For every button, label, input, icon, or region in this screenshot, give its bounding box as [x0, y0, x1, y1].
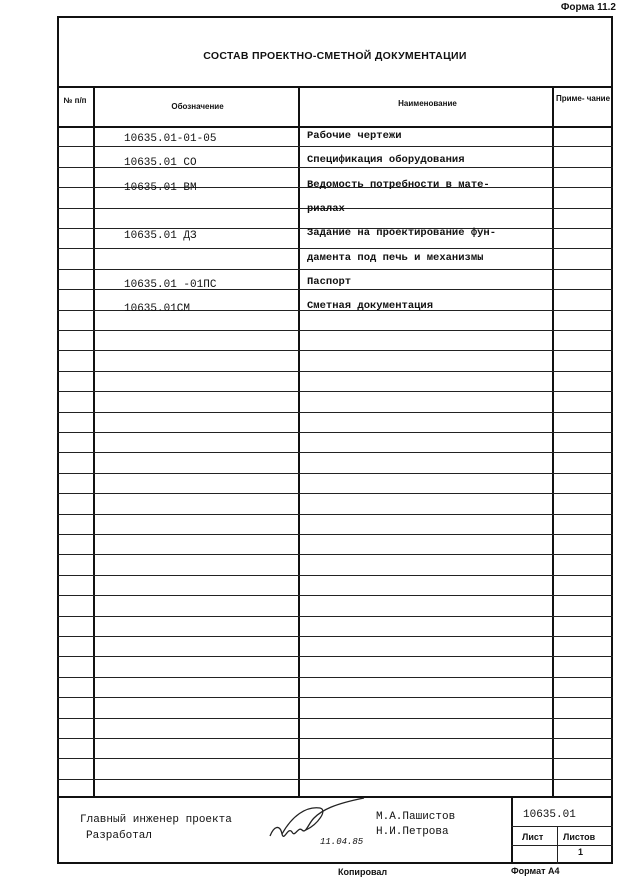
table-row-line — [57, 656, 613, 657]
sheets-value: 1 — [578, 847, 584, 857]
table-row-line — [57, 391, 613, 392]
table-row-line — [57, 616, 613, 617]
name-cell: Паспорт — [307, 276, 352, 288]
designation-cell: 10635.01 ВМ — [124, 182, 197, 194]
table-row-line — [57, 371, 613, 372]
column-header-num: № п/п — [63, 96, 87, 105]
table-row-line — [57, 697, 613, 698]
stamp-line-1 — [511, 826, 613, 827]
signature-date: 11.04.85 — [320, 837, 364, 847]
sheets-label: Листов — [563, 832, 596, 842]
table-row-line — [57, 575, 613, 576]
name-cell: Спецификация оборудования — [307, 154, 465, 166]
sheet-label: Лист — [522, 832, 544, 842]
column-divider-name — [552, 86, 554, 796]
stamp-line-2 — [511, 845, 613, 846]
name-cell: дамента под печь и механизмы — [307, 252, 484, 264]
table-row-line — [57, 738, 613, 739]
table-row-line — [57, 595, 613, 596]
table-row-line — [57, 779, 613, 780]
name-cell: Задание на проектирование фун- — [307, 227, 497, 239]
form-number: Форма 11.2 — [560, 2, 616, 13]
table-row-line — [57, 473, 613, 474]
stamp-divider — [511, 796, 513, 864]
document-code: 10635.01 — [523, 809, 576, 821]
table-row-line — [57, 269, 613, 270]
name-cell: Сметная документация — [307, 300, 434, 312]
name-cell: риалах — [307, 203, 345, 215]
column-header-name: Наименование — [398, 99, 457, 108]
chief-engineer-name: М.А.Пашистов — [376, 811, 456, 823]
format-label: Формат А4 — [511, 866, 560, 876]
table-row-line — [57, 432, 613, 433]
designation-cell: 10635.01СМ — [124, 303, 191, 315]
table-row-line — [57, 636, 613, 637]
name-cell: Ведомость потребности в мате- — [307, 179, 490, 191]
chief-engineer-label: Главный инженер проекта — [80, 814, 232, 826]
designation-cell: 10635.01 СО — [124, 157, 197, 169]
table-row-line — [57, 677, 613, 678]
table-row-line — [57, 514, 613, 515]
table-row-line — [57, 554, 613, 555]
table-row-line — [57, 412, 613, 413]
table-row-line — [57, 350, 613, 351]
table-row-line — [57, 452, 613, 453]
table-row-line — [57, 493, 613, 494]
table-row-line — [57, 248, 613, 249]
column-divider-num — [93, 86, 95, 796]
copied-label: Копировал — [338, 867, 388, 877]
table-row-line — [57, 146, 613, 147]
table-row-line — [57, 758, 613, 759]
column-header-designation: Обозначение — [171, 102, 224, 111]
designation-cell: 10635.01 -01ПС — [124, 279, 217, 291]
designation-cell: 10635.01-01-05 — [124, 133, 217, 145]
developer-name: Н.И.Петрова — [376, 826, 449, 838]
document-title: СОСТАВ ПРОЕКТНО-СМЕТНОЙ ДОКУМЕНТАЦИИ — [203, 50, 467, 62]
header-separator — [57, 126, 613, 128]
name-cell: Рабочие чертежи — [307, 130, 402, 142]
developer-label: Разработал — [86, 830, 153, 842]
column-divider-designation — [298, 86, 300, 796]
designation-cell: 10635.01 ДЗ — [124, 230, 197, 242]
title-separator — [57, 86, 613, 88]
table-row-line — [57, 534, 613, 535]
column-header-note: Приме- чание — [555, 94, 611, 103]
table-row-line — [57, 330, 613, 331]
table-row-line — [57, 718, 613, 719]
